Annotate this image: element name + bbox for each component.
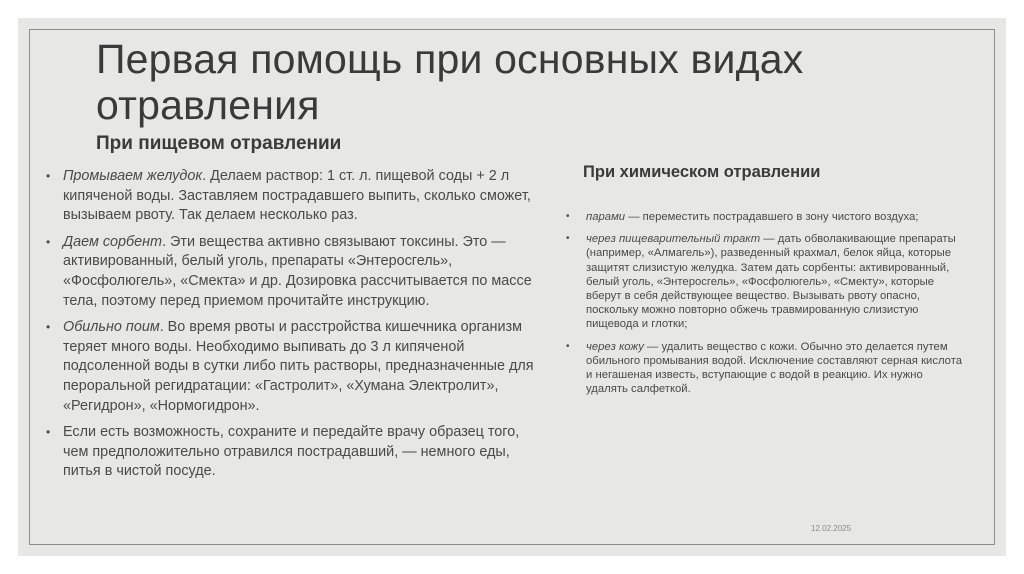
item-text: — переместить пострадавшего в зону чистого воздуха;: [625, 211, 919, 223]
item-text: . Делаем раствор: 1 ст. л. пищевой соды + 2 л кипяченой воды. Заставляем пострадавшего выпить, сколько сможет, вызываем рвоту. Так делаем несколько раз.: [63, 168, 531, 224]
list-item: [566, 340, 966, 397]
chemical-poisoning-heading: При химическом отравлении: [583, 163, 821, 181]
item-text: — удалить вещество с кожи. Обычно это делается путем обильного промывания водой. Исключение составляют серная кислота и негашеная известь, вступающие с водой в реакцию. Их нужно удалять салфеткой.: [586, 340, 963, 396]
list-item: [566, 210, 966, 224]
item-text: . Эти вещества активно связывают токсины. Это — активированный, белый уголь, препараты «Энтеросгель», «Фосфолюгель», «Смекта» и др. Дозировка рассчитывается по массе тела, поэтому перед приемом прочитайте инструкцию.: [63, 233, 532, 309]
item-text: . Во время рвоты и расстройства кишечника организм теряет много воды. Необходимо выпивать до 3 л кипяченой подсоленной воды в сутки либо пить растворы, предназначенные для пероральной регидратации: «Гастролит», «Хумана Электролит», «Регидрон», «Нормогидрон».: [63, 319, 534, 414]
bullet-icon: •: [46, 425, 51, 440]
item-text: — дать обволакивающие препараты (например, «Алмагель»), разведенный крахмал, белок яйца, которые защитят слизистую желудка. Затем дать сорбенты: активированный, белый уголь, «Энтеросгель», «Фосфолюгель», «Смекту», которые вберут в себя действующее вещество. Вызывать рвоту опасно, поскольку можно повторно обжечь травмированную слизистую пищевода и глотки;: [586, 233, 956, 331]
item-lead: Даем сорбент: [63, 233, 163, 250]
list-item: [46, 318, 542, 416]
bullet-icon: •: [46, 234, 51, 249]
list-item: [46, 167, 542, 226]
bullet-icon: •: [46, 169, 51, 183]
item-lead: через пищеварительный тракт: [586, 233, 761, 246]
item-lead: через кожу: [586, 340, 644, 353]
bullet-icon: •: [566, 233, 570, 245]
item-lead: Промываем желудок: [63, 168, 203, 184]
slide-date: 12.02.2025: [811, 524, 852, 533]
bullet-icon: •: [566, 211, 570, 222]
list-item: [566, 232, 966, 331]
item-lead: парами: [586, 211, 626, 223]
bullet-icon: •: [46, 320, 51, 335]
item-lead: Обильно поим: [63, 319, 160, 336]
item-text: Если есть возможность, сохраните и передайте врачу образец того, чем предположительно отравился пострадавший, — немного еды, питья в чистой посуде.: [63, 424, 520, 480]
list-item: [46, 423, 542, 482]
slide-title: Первая помощь при основных видах отравления: [96, 36, 804, 128]
bullet-icon: •: [566, 340, 570, 352]
list-item: [46, 233, 542, 311]
food-poisoning-heading: При пищевом отравлении: [96, 133, 342, 154]
chemical-poisoning-list: [566, 210, 966, 404]
food-poisoning-list: [46, 167, 542, 489]
